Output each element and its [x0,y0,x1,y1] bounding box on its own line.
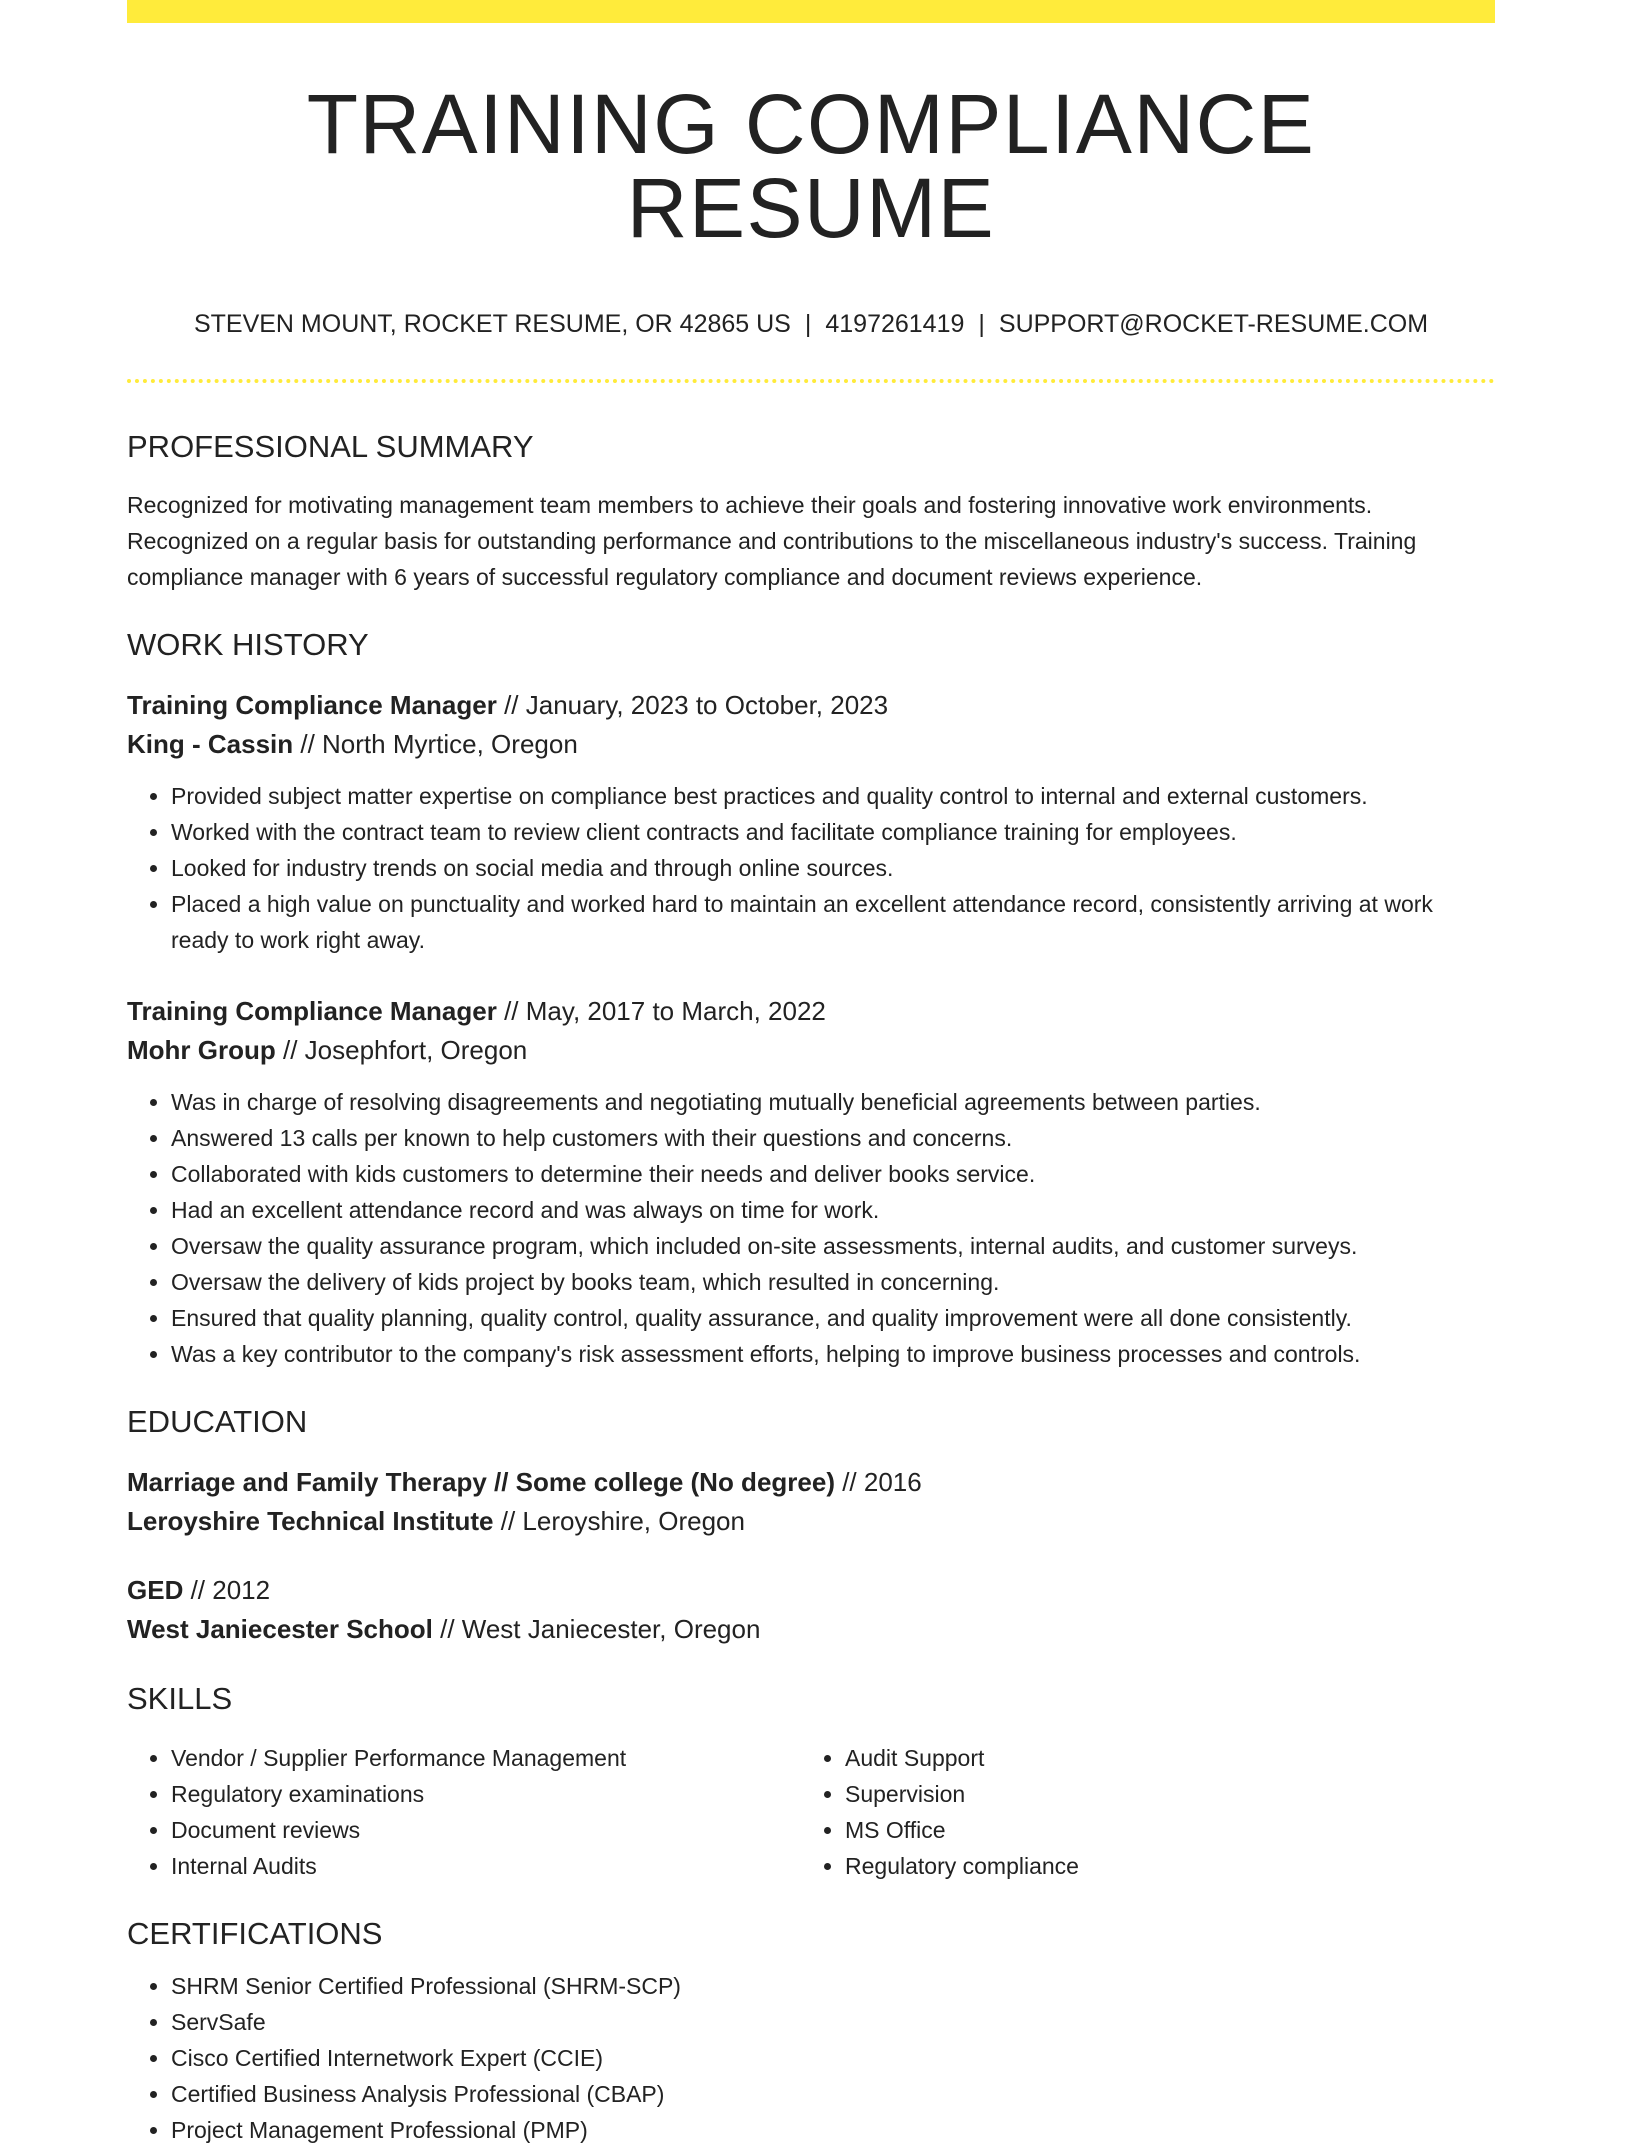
list-item: • Oversaw the delivery of kids project by books team, which resulted in concerning. [171,1264,1495,1300]
list-item: • Looked for industry trends on social media and through online sources. [171,850,1495,886]
job-bullets [127,1084,1495,1372]
job-entry [127,686,1495,958]
list-item: • Certified Business Analysis Professional (CBAP) [171,2076,1495,2112]
summary-heading: PROFESSIONAL SUMMARY [127,429,534,464]
list-item: • Collaborated with kids customers to determine their needs and deliver books service. [171,1156,1495,1192]
resume-title: TRAINING COMPLIANCE RESUME [306,77,1316,255]
skills-column-left [127,1740,801,1884]
degree-year: // 2012 [183,1575,271,1605]
list-item: • MS Office [845,1812,1475,1848]
list-item: • Cisco Certified Internetwork Expert (CCIE) [171,2040,1495,2076]
list-item: • Worked with the contract team to review client contracts and facilitate compliance training for employees. [171,814,1495,850]
school-line [127,1502,1495,1541]
list-item: • Ensured that quality planning, quality control, quality assurance, and quality improvement were all done consistently. [171,1300,1495,1336]
job-title: Training Compliance Manager [127,996,497,1026]
list-item: • Vendor / Supplier Performance Management [171,1740,801,1776]
contact-phone: 4197261419 [825,310,965,338]
education-entry [127,1571,1495,1649]
list-item: • Oversaw the quality assurance program, which included on-site assessments, internal audits, and customer surveys. [171,1228,1495,1264]
contact-address: STEVEN MOUNT, ROCKET RESUME, OR 42865 US [193,310,791,338]
work-history-heading: WORK HISTORY [127,627,369,662]
education-entry [127,1463,1495,1541]
list-item: • Audit Support [845,1740,1475,1776]
resume-page [127,0,1495,2148]
job-location: // Josephfort, Oregon [275,1035,528,1065]
skills-column-right [801,1740,1475,1884]
list-item: • Supervision [845,1776,1475,1812]
list-item: • Provided subject matter expertise on compliance best practices and quality control to internal and external customers. [171,778,1495,814]
degree: GED [127,1575,184,1605]
education-heading: EDUCATION [127,1404,308,1439]
job-company: King - Cassin [127,729,294,759]
list-item: • Regulatory examinations [171,1776,801,1812]
job-company-line [127,725,1495,764]
list-item: • Was in charge of resolving disagreements and negotiating mutually beneficial agreements between parties. [171,1084,1495,1120]
contact-separator: | [804,310,812,338]
list-item: • ServSafe [171,2004,1495,2040]
skills-heading: SKILLS [127,1681,233,1716]
school-location: // West Janiecester, Oregon [432,1614,761,1644]
degree-year: // 2016 [834,1467,922,1497]
contact-separator: | [978,310,985,338]
job-company: Mohr Group [127,1035,276,1065]
list-item: • Project Management Professional (PMP) [171,2112,1495,2148]
degree: Marriage and Family Therapy // Some college (No degree) [127,1467,835,1497]
job-dates: // May, 2017 to March, 2022 [496,996,826,1026]
summary-text: Recognized for motivating management team members to achieve their goals and fostering innovative work environments. Recognized on a regular basis for outstanding performance and contributions to the miscellaneous industry's success. Training compliance manager with 6 years of successful regulatory compliance and document reviews experience. [127,492,1417,590]
job-title: Training Compliance Manager [127,690,497,720]
school-location: // Leroyshire, Oregon [493,1506,745,1536]
certifications-heading: CERTIFICATIONS [127,1916,383,1951]
job-bullets [127,778,1495,958]
list-item: • Placed a high value on punctuality and worked hard to maintain an excellent attendance record, consistently arriving at work ready to work right away. [171,886,1495,958]
job-dates: // January, 2023 to October, 2023 [496,690,889,720]
job-entry [127,992,1495,1372]
school: West Janiecester School [127,1614,433,1644]
list-item: • Internal Audits [171,1848,801,1884]
job-title-line [127,992,1495,1031]
list-item: • SHRM Senior Certified Professional (SHRM-SCP) [171,1968,1495,2004]
school-line [127,1610,1495,1649]
contact-email: SUPPORT@ROCKET-RESUME.COM [998,310,1429,338]
contact-line [127,309,1495,339]
list-item: • Was a key contributor to the company's risk assessment efforts, helping to improve business processes and controls. [171,1336,1495,1372]
certifications-list [127,1968,1495,2148]
job-location: // North Myrtice, Oregon [293,729,578,759]
list-item: • Document reviews [171,1812,801,1848]
school: Leroyshire Technical Institute [127,1506,494,1536]
list-item: • Regulatory compliance [845,1848,1475,1884]
skills-grid [127,1740,1495,1884]
job-company-line [127,1031,1495,1070]
top-accent-bar [127,0,1495,23]
list-item: • Had an excellent attendance record and was always on time for work. [171,1192,1495,1228]
degree-line [127,1571,1495,1610]
dotted-divider [127,379,1495,383]
list-item: • Answered 13 calls per known to help customers with their questions and concerns. [171,1120,1495,1156]
job-title-line [127,686,1495,725]
degree-line [127,1463,1495,1502]
